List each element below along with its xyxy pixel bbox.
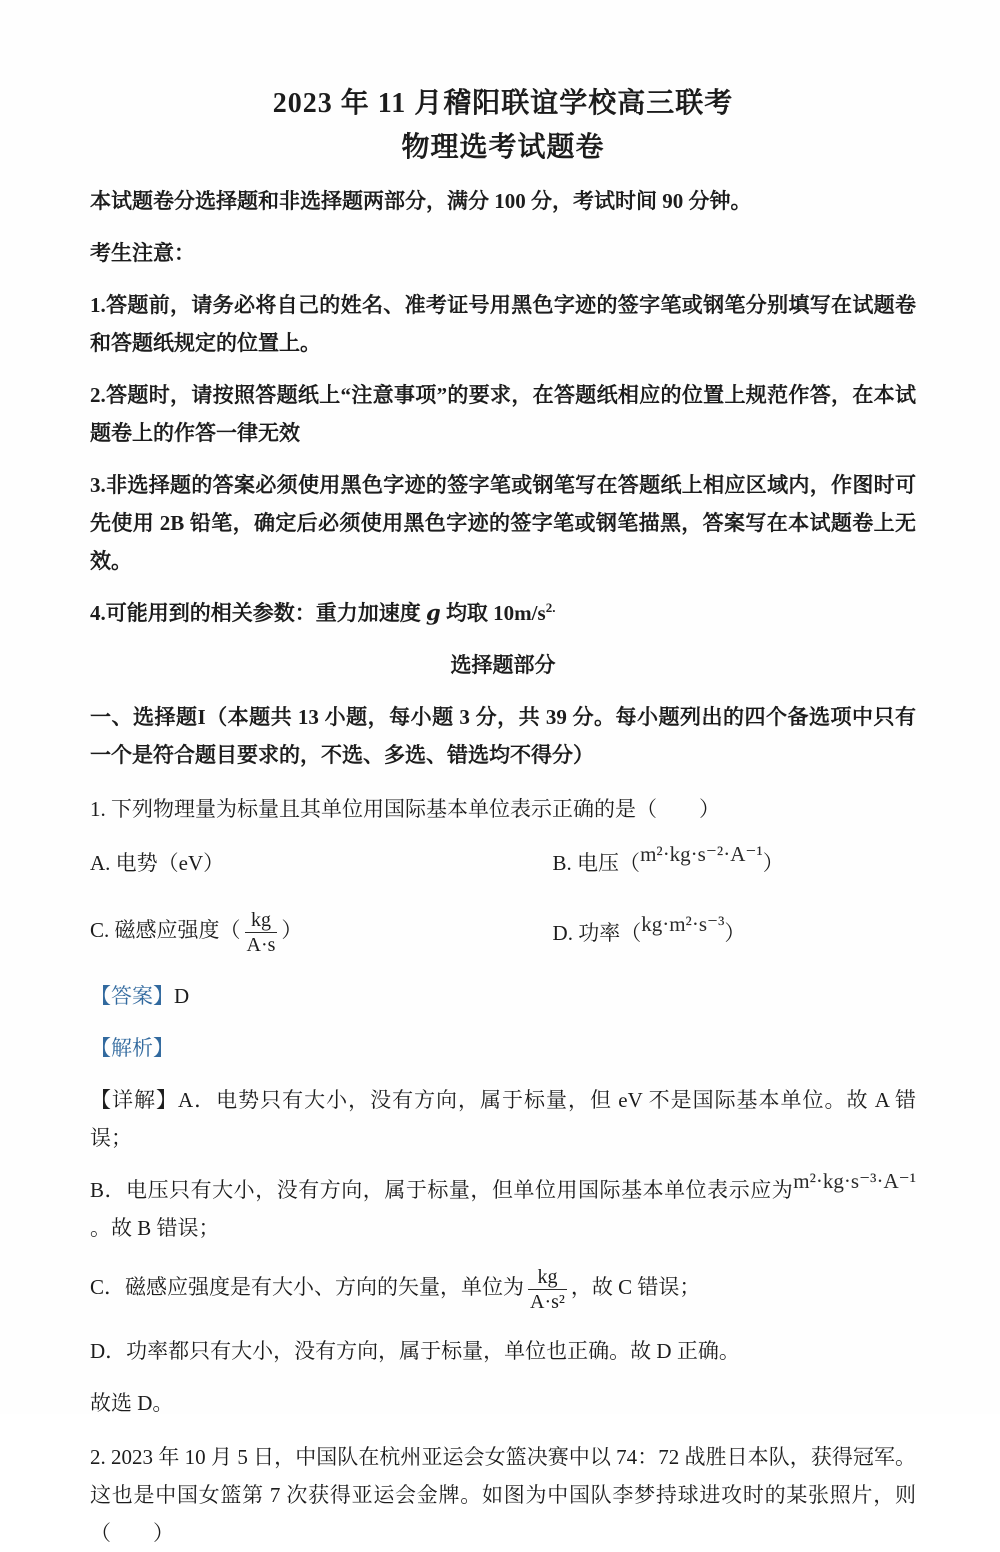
detail-conclusion: 故选 D。 xyxy=(90,1391,174,1415)
answer-label: 【答案】 xyxy=(90,984,174,1008)
detail-b-unit: m²·kg·s⁻³·A⁻¹ xyxy=(793,1169,916,1193)
notice-item-4 xyxy=(90,594,916,632)
option-b-prefix: B. 电压（ xyxy=(552,851,641,875)
detail-line-c xyxy=(90,1265,916,1314)
option-d-prefix: D. 功率（ xyxy=(552,920,642,945)
gravity-symbol: g xyxy=(426,600,441,625)
exam-intro: 本试题卷分选择题和非选择题两部分，满分 100 分，考试时间 90 分钟。 xyxy=(90,189,752,213)
section-heading: 选择题部分 xyxy=(450,653,556,677)
notice-item-4-prefix: 4.可能用到的相关参数：重力加速度 xyxy=(90,601,426,625)
analysis-label: 【解析】 xyxy=(90,1036,174,1060)
question-2-text: 2. 2023 年 10 月 5 日，中国队在杭州亚运会女篮决赛中以 74：72 战胜日本队，获得冠军。这也是中国女篮第 7 次获得亚运会金牌。如图为中国队李梦持球进攻时的某张照片，则（ ） xyxy=(90,1445,916,1545)
detail-c-fraction-denominator: A·s² xyxy=(530,1291,565,1313)
answer-value: D xyxy=(174,984,190,1008)
option-c-prefix: C. 磁感应强度（ xyxy=(90,918,241,942)
question-1-text: 1. 下列物理量为标量且其单位用国际基本单位表示正确的是（ ） xyxy=(90,797,720,821)
detail-c-suffix: ，故 C 错误； xyxy=(570,1275,701,1299)
option-b-unit: m²·kg·s⁻²·A⁻¹ xyxy=(640,842,763,866)
option-c-suffix: ） xyxy=(281,918,303,942)
option-d-unit: kg·m²·s⁻³ xyxy=(641,911,725,936)
detail-line-d: D．功率都只有大小，没有方向，属于标量，单位也正确。故 D 正确。 xyxy=(90,1339,740,1363)
option-c-fraction xyxy=(245,908,278,957)
detail-b-suffix: 。故 B 错误； xyxy=(90,1216,220,1240)
option-d xyxy=(552,911,916,952)
option-b xyxy=(553,844,916,882)
analysis-line xyxy=(90,1029,916,1067)
notice-item-4-sup: 2. xyxy=(545,600,556,615)
detail-c-prefix: C．磁感应强度是有大小、方向的矢量，单位为 xyxy=(90,1275,525,1299)
option-d-suffix: ） xyxy=(724,920,746,945)
notice-item-2: 2.答题时，请按照答题纸上“注意事项”的要求，在答题纸相应的位置上规范作答，在本试题卷上的作答一律无效 xyxy=(90,383,916,445)
option-a xyxy=(90,844,553,882)
option-c-fraction-numerator: kg xyxy=(245,908,278,933)
detail-a-text: A．电势只有大小，没有方向，属于标量，但 eV 不是国际基本单位。故 A 错误； xyxy=(90,1088,917,1150)
detail-line-b xyxy=(90,1171,916,1247)
answer-line xyxy=(90,977,916,1015)
option-c xyxy=(90,908,553,957)
detail-b-prefix: B．电压只有大小，没有方向，属于标量，但单位用国际基本单位表示应为 xyxy=(90,1178,794,1202)
notice-item-3: 3.非选择题的答案必须使用黑色字迹的签字笔或钢笔写在答题纸上相应区域内，作图时可先使用 2B 铅笔，确定后必须使用黑色字迹的签字笔或钢笔描黑，答案写在本试题卷上无效。 xyxy=(90,473,916,573)
section-intro: 一、选择题I（本题共 13 小题，每小题 3 分，共 39 分。每小题列出的四个备选项中只有一个是符合题目要求的，不选、多选、错选均不得分） xyxy=(90,705,916,767)
question-1-options xyxy=(90,844,916,957)
notice-heading: 考生注意： xyxy=(90,241,195,265)
exam-title: 2023 年 11 月稽阳联谊学校高三联考 xyxy=(272,88,734,119)
detail-c-fraction-numerator: kg xyxy=(528,1265,567,1290)
notice-item-1: 1.答题前，请务必将自己的姓名、准考证号用黑色字迹的签字笔或钢笔分别填写在试题卷和答题纸规定的位置上。 xyxy=(90,293,916,355)
option-c-fraction-denominator: A·s xyxy=(246,934,276,956)
option-b-suffix: ） xyxy=(762,851,784,875)
detail-line-a xyxy=(90,1081,916,1157)
detail-label: 【详解】 xyxy=(90,1088,178,1112)
exam-subtitle: 物理选考试题卷 xyxy=(401,132,605,163)
option-a-text: A. 电势（eV） xyxy=(90,851,225,875)
detail-c-fraction xyxy=(528,1265,567,1314)
notice-item-4-mid: 均取 10m/s xyxy=(440,601,546,625)
